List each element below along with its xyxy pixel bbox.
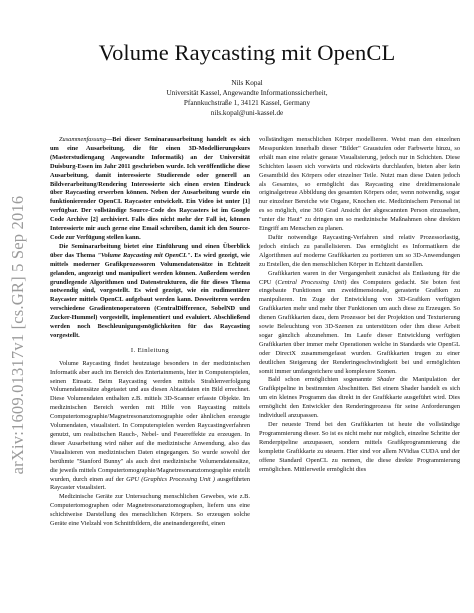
right-p4-text: Bald schon ermöglichten sogenannte <box>268 376 377 384</box>
author-email: nils.kopal@uni-kassel.de <box>210 109 284 117</box>
author-block <box>40 78 454 118</box>
abstract-label: Zusammenfassung <box>59 136 106 143</box>
right-paragraph-3 <box>259 270 460 377</box>
right-p3-emphasis: Central Processing Unit <box>277 278 345 286</box>
abstract-text-2-emphasis: "Volume Raycasting mit OpenCL" <box>97 251 191 259</box>
intro-p1-emphasis: GPU (Graphics Processing Unit ) <box>126 475 216 483</box>
right-p3-text: Grafikkarten waren in der Vergangenheit zunächst als Entlastung für die CPU ( <box>259 269 460 286</box>
left-column <box>50 136 250 529</box>
right-p4-text-end: die Manipulation der Grafikpipeline in bestimmten Abschnitten. Bei einem Shader handelt es sich um ein kleines Programm das direkt in der Grafikkarte ausgeführt wird. Dies ermöglicht den Entwickler den Renderingprozess für seine Anforderungen individuell anzupassen. <box>259 376 460 420</box>
abstract-text-2a: Die Seminararbeitung bietet eine Einführung und einen Überblick über das Thema <box>50 242 250 259</box>
author-address: Pfannkuchstraße 1, 34121 Kassel, Germany <box>183 99 311 107</box>
author-name: Nils Kopal <box>231 79 263 87</box>
arxiv-identifier <box>3 110 33 560</box>
section-number: I. <box>130 346 136 354</box>
right-p3-text-end: ) des Computers gedacht. Sie boten fest eingebaute Funktionen um zweidimensionale, gerasterte Grafiken zu manipulieren. Im Zuge der Entwicklung von 3D-Grafiken verfügten Grafikkarten mehr und mehr über Funktionen um auch diese zu Erzeugen. So dienen Grafikkarten dazu, dem Prozessor bei der Projektion und Texturierung sowie Beleuchtung von 3D-Szenen zu unterstützen oder ihm diese Arbeit sogar gänzlich abzunehmen. Im Laufe dieser Entwicklung verfügten Grafikkarten über immer mehr Operationen welche in Standards wie OpenGL oder DirectX zusammengefasst wurden. Grafikkarten trugen zu einer deutlichen Steigerung der Renderingeschwindigkeit bei und ermöglichten somit immer umfangreichere und komplexere Szenen. <box>259 278 460 375</box>
intro-p1-text-end: ausgeführten Raycaster visualisiert. <box>50 475 250 492</box>
right-paragraph-5: Der neueste Trend bei den Grafikkarten ist heute die vollständige Programmierung dieser. So ist es nicht mehr nur möglich, einzelne Schritte der Renderpipeline anzupassen, sondern mittels Grafikprogrammierung die komplette Grafikkarte zu steuern. Hier sind vor allem NVidias CUDA und der offene Standard OpenCL zu nennen, die diese direkte Programmierung ermöglichen. Mittlerweile ermöglicht dies <box>259 421 460 473</box>
right-paragraph-1: vollständigen menschlichen Körper modellieren. Weist man den einzelnen Messpunkten innerhalb dieser "Bilder" Graustufen oder Farbwerte hinzu, so erhält man eine relativ genaue Visualisierung, jedoch nur in Schichten. Diese Schichten lassen sich vorwärts und rückwärts durchlaufen, bieten aber kein Gesamtbild des Körpers oder einzelner Teile. Nutzt man diese Daten jedoch als Gesamtes, so ermöglicht das Raycasting eine dreidimensionale originalgetreue Abbildung des gesamten Körpers oder, wenn notwendig, sogar nur einzelner Bereiche wie Organe, Knochen etc. Medizinischem Personal ist es so möglich, eine 360 Grad Ansicht der abgescannten Person einzusehen, "unter die Haut" zu dringen um so medizinische Maßnahmen ohne direkten Eingriff am Menschen zu planen. <box>259 136 460 233</box>
section-heading <box>50 347 250 356</box>
author-affiliation: Universität Kassel, Angewandte Informationssicherheit, <box>166 89 328 97</box>
right-p4-emphasis: Shader <box>376 376 395 384</box>
right-paragraph-2: Dafür notwendige Raycasting-Verfahren sind relativ Prozessorlastig, jedoch einfach zu parallelisieren. Das ermöglicht es Informatikern die Algorithmen auf moderne Grafikkarten zu portieren um so 3D-Anwendungen zu Erstellen, die den menschlichen Körper in Echtzeit darstellen. <box>259 233 460 268</box>
right-column <box>259 136 460 474</box>
paper-title: Volume Raycasting mit OpenCL <box>98 40 396 65</box>
section-title: Einleitung <box>137 346 170 354</box>
abstract-paragraph-2 <box>50 243 250 341</box>
right-paragraph-4 <box>259 376 460 421</box>
intro-p1-text: Volume Raycasting findet heutzutage besonders in der medizinischen Informatik aber auch im Bereich des Entertainments, hier in Computerspielen, seinen Einsatz. Beim Raycasting werden mittels Strahlenverfolgung Volumendatensätze abgetastet und aus diesen Abtastdaten ein Bild errechnet. Diese Volumendaten enthalten z.B. mittels 3D-Scanner erfasste Objekte. Im medizinischen Bereich werden mit Hilfe von Raycasting mittels Computertomographie/Magnetresonanztomographie oder ähnlichen erzeugte Volumendaten, visualisiert. In Computerspielen werden Raycastingverfahren genutzt, um realistischen Rauch-, Nebel- und Feuereffekte zu erzeugen. In dieser Ausarbeitung wird näher auf die medizinische Anwendung, also das Visualisieren von medizinischen Daten eingegangen. So wurde sowohl der berühmte "Stanford Bunny" als auch drei medizinische Volumendatensätze, die jeweils mittels Computertomographie/Magnetresonanztomographie erstellt wurden, durch einen auf der <box>50 359 250 483</box>
intro-paragraph-2: Medizinische Geräte zur Untersuchung menschlichen Gewebes, wie z.B. Computertomographen oder Magnetresonanztomographen, liefern uns eine schichtweise Darstellung des menschlichen Körpers. So erzeugen solche Geräte eine Vielzahl von Schnittbildern, die aneinandergereiht, einen <box>50 493 250 528</box>
abstract-text-2b: . Es wird gezeigt, wie mittels moderner Grafikprozessoren Volumendatensätze in Echtzeit gelanden, angezeigt und manipuliert werden können. Außerdem werden grundlegende Algorithmen und Datenstrukturen, die für dieses Thema notwendig sind, vorgestellt. Es wird gezeigt, wie ein rudimentärer Raycaster mittels OpenCL aufgebaut werden kann. Desweiteren werden verschiedene Gradientenoperatoren (CentralDifference, SobelND und Zucker-Hummel) vorgestellt, implementiert und evaluiert. Abschließend werden noch Beschleunigungsmöglichkeiten für das Raycasting vorgestellt. <box>50 251 250 339</box>
abstract-text: —Bei dieser Seminarausarbeitung handelt es sich um eine Ausarbeitung, die für einen 3D-Modellierungskurs (Masterstudiengang Angewandte Informatik) an der Universität Duisburg-Essen im Jahr 2011 geschrieben wurde. Ich veröffentliche diese Ausarbeitung, damit interessierte Studierende oder generell an Bildverarbeitung/Rendering Interessierte sich einen ersten Eindruck über Raycasting erwerben können. Neben der Ausarbeitung wurde ein funktionierender OpenCL Raycaster entwickelt. Ein Video ist unter [1] verfügbar. Der vollständige Source-Code des Raycasters ist im Google Code Archive [2] archiviert. Falls dies nicht mehr der Fall ist, können Interessierte mir auch gerne eine Email schreiben, damit ich den Source-Code zur Verfügung stellen kann. <box>50 136 250 241</box>
intro-paragraph-1 <box>50 360 250 494</box>
abstract-paragraph-1 <box>50 136 250 243</box>
arxiv-id-text: arXiv:1609.01317v1 [cs.GR] 5 Sep 2016 <box>8 195 27 475</box>
